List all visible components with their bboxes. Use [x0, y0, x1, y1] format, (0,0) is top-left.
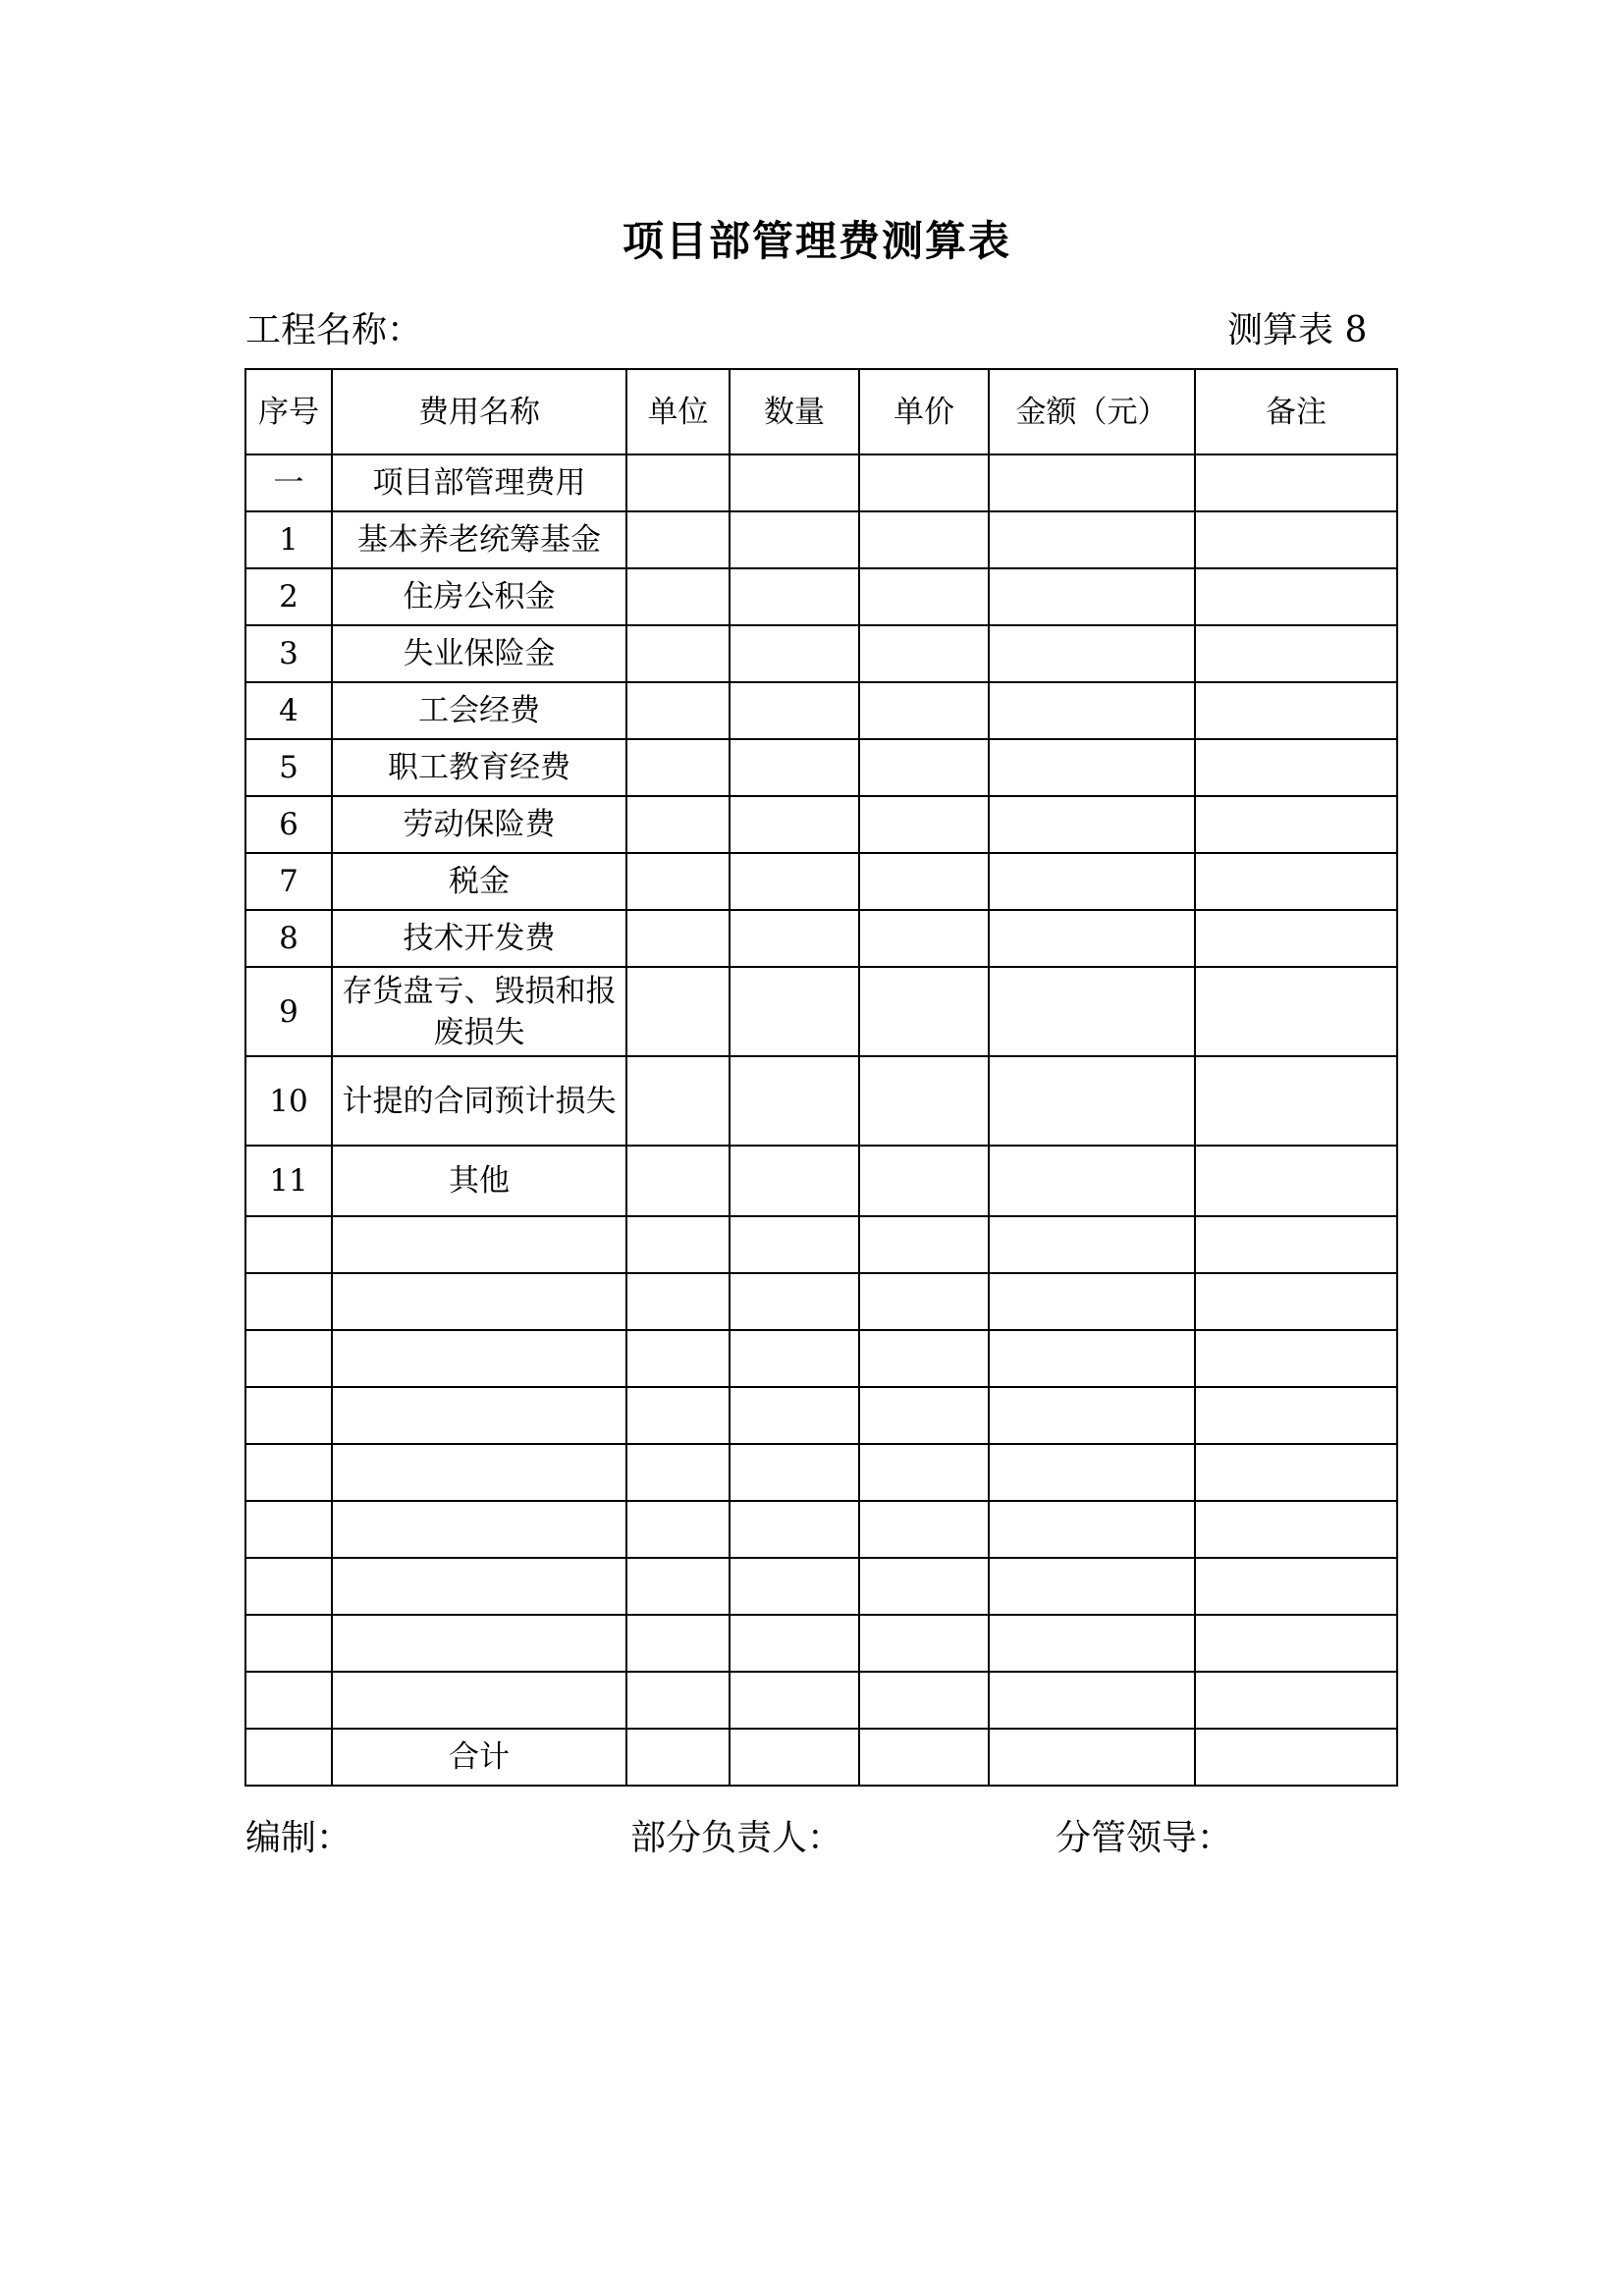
cell-unit[interactable] [626, 910, 730, 967]
cell-price[interactable] [859, 625, 989, 682]
col-header-name: 费用名称 [332, 369, 626, 454]
cell-amount[interactable] [989, 625, 1195, 682]
cell-qty[interactable] [730, 625, 859, 682]
table-row [245, 625, 1397, 682]
row-no: 8 [245, 910, 332, 967]
table-row [245, 682, 1397, 739]
row-no: 11 [245, 1146, 332, 1216]
cell-amount[interactable] [989, 511, 1195, 568]
cell-remark[interactable] [1195, 1146, 1397, 1216]
leader-label: 分管领导： [1056, 1818, 1233, 1858]
cell-amount[interactable] [989, 910, 1195, 967]
cell-unit[interactable] [626, 1146, 730, 1216]
row-name: 税金 [332, 853, 626, 910]
row-name: 存货盘亏、毁损和报废损失 [332, 967, 626, 1056]
cell-remark[interactable] [1195, 511, 1397, 568]
prepared-by-label: 编制： [245, 1818, 352, 1858]
col-header-remark: 备注 [1195, 369, 1397, 454]
page-title: 项目部管理费测算表 [622, 217, 1011, 265]
row-name: 失业保险金 [332, 625, 626, 682]
cell-unit[interactable] [626, 967, 730, 1056]
row-no: 7 [245, 853, 332, 910]
cell-unit[interactable] [626, 511, 730, 568]
row-name: 工会经费 [332, 682, 626, 739]
cell-price[interactable] [859, 511, 989, 568]
cost-table [244, 368, 1398, 1787]
cell-remark[interactable] [1195, 796, 1397, 853]
cell-price[interactable] [859, 568, 989, 625]
row-no: 4 [245, 682, 332, 739]
cell-qty[interactable] [730, 910, 859, 967]
row-name: 项目部管理费用 [332, 454, 626, 511]
row-no: 2 [245, 568, 332, 625]
cell-price[interactable] [859, 910, 989, 967]
cell-qty[interactable] [730, 1146, 859, 1216]
cell-price[interactable] [859, 1146, 989, 1216]
cell-price[interactable] [859, 739, 989, 796]
table-row [245, 454, 1397, 511]
empty-row [245, 1387, 1397, 1444]
cell-unit[interactable] [626, 568, 730, 625]
col-header-price: 单价 [859, 369, 989, 454]
cell-price[interactable] [859, 682, 989, 739]
cell-qty[interactable] [730, 796, 859, 853]
row-name: 劳动保险费 [332, 796, 626, 853]
cell-unit[interactable] [626, 1056, 730, 1146]
cell-amount[interactable] [989, 967, 1195, 1056]
cell-remark[interactable] [1195, 1056, 1397, 1146]
cell-amount[interactable] [989, 682, 1195, 739]
cell-qty[interactable] [730, 967, 859, 1056]
empty-row [245, 1615, 1397, 1672]
cell-price[interactable] [859, 853, 989, 910]
cell-qty[interactable] [730, 739, 859, 796]
cell-qty[interactable] [730, 511, 859, 568]
row-name: 技术开发费 [332, 910, 626, 967]
cell-qty[interactable] [730, 568, 859, 625]
cell-price[interactable] [859, 1729, 989, 1786]
table-row [245, 853, 1397, 910]
row-name: 其他 [332, 1146, 626, 1216]
cell-remark[interactable] [1195, 910, 1397, 967]
cell-remark[interactable] [1195, 853, 1397, 910]
cell-qty[interactable] [730, 853, 859, 910]
table-row [245, 796, 1397, 853]
empty-row [245, 1444, 1397, 1501]
cell-remark[interactable] [1195, 568, 1397, 625]
cell-amount[interactable] [989, 1146, 1195, 1216]
cell-amount[interactable] [989, 739, 1195, 796]
cell-amount[interactable] [989, 796, 1195, 853]
cell-unit[interactable] [626, 454, 730, 511]
row-name: 基本养老统筹基金 [332, 511, 626, 568]
table-row [245, 910, 1397, 967]
cell-price[interactable] [859, 796, 989, 853]
cell-qty[interactable] [730, 682, 859, 739]
cell-remark[interactable] [1195, 682, 1397, 739]
empty-row [245, 1672, 1397, 1729]
total-row [245, 1729, 1397, 1786]
cell-unit[interactable] [626, 1729, 730, 1786]
table-row [245, 739, 1397, 796]
table-row [245, 511, 1397, 568]
table-row [245, 568, 1397, 625]
table-row [245, 967, 1397, 1056]
row-no: 1 [245, 511, 332, 568]
cell-qty[interactable] [730, 454, 859, 511]
row-no: 6 [245, 796, 332, 853]
row-name: 计提的合同预计损失 [332, 1056, 626, 1146]
cell-remark[interactable] [1195, 625, 1397, 682]
cell-remark[interactable] [1195, 454, 1397, 511]
table-row [245, 1056, 1397, 1146]
row-name: 职工教育经费 [332, 739, 626, 796]
table-row [245, 1146, 1397, 1216]
table-id: 测算表 8 [1227, 310, 1368, 350]
cell-qty[interactable] [730, 1056, 859, 1146]
project-name-label: 工程名称： [245, 310, 423, 350]
total-amount[interactable] [989, 1729, 1195, 1786]
col-header-amount: 金额（元） [989, 369, 1195, 454]
header-row [245, 369, 1397, 454]
cell-unit[interactable] [626, 625, 730, 682]
row-name: 住房公积金 [332, 568, 626, 625]
cell-remark[interactable] [1195, 967, 1397, 1056]
cell-amount[interactable] [989, 1056, 1195, 1146]
empty-row [245, 1330, 1397, 1387]
col-header-qty: 数量 [730, 369, 859, 454]
total-label: 合计 [332, 1729, 626, 1786]
cell-unit[interactable] [626, 853, 730, 910]
cell-amount[interactable] [989, 853, 1195, 910]
cell-price[interactable] [859, 967, 989, 1056]
empty-row [245, 1501, 1397, 1558]
row-no: 一 [245, 454, 332, 511]
col-header-no: 序号 [245, 369, 332, 454]
row-no: 9 [245, 967, 332, 1056]
col-header-unit: 单位 [626, 369, 730, 454]
cell-unit[interactable] [626, 682, 730, 739]
row-no: 10 [245, 1056, 332, 1146]
cell-remark[interactable] [1195, 739, 1397, 796]
empty-row [245, 1558, 1397, 1615]
cell-qty[interactable] [730, 1729, 859, 1786]
dept-head-label: 部分负责人： [630, 1818, 843, 1858]
row-no: 5 [245, 739, 332, 796]
cell-unit[interactable] [626, 739, 730, 796]
cell-price[interactable] [859, 454, 989, 511]
cell-amount[interactable] [989, 568, 1195, 625]
cell-remark[interactable] [1195, 1729, 1397, 1786]
empty-row [245, 1273, 1397, 1330]
empty-row [245, 1216, 1397, 1273]
cell-price[interactable] [859, 1056, 989, 1146]
cell-unit[interactable] [626, 796, 730, 853]
cell-amount[interactable] [989, 454, 1195, 511]
row-no: 3 [245, 625, 332, 682]
